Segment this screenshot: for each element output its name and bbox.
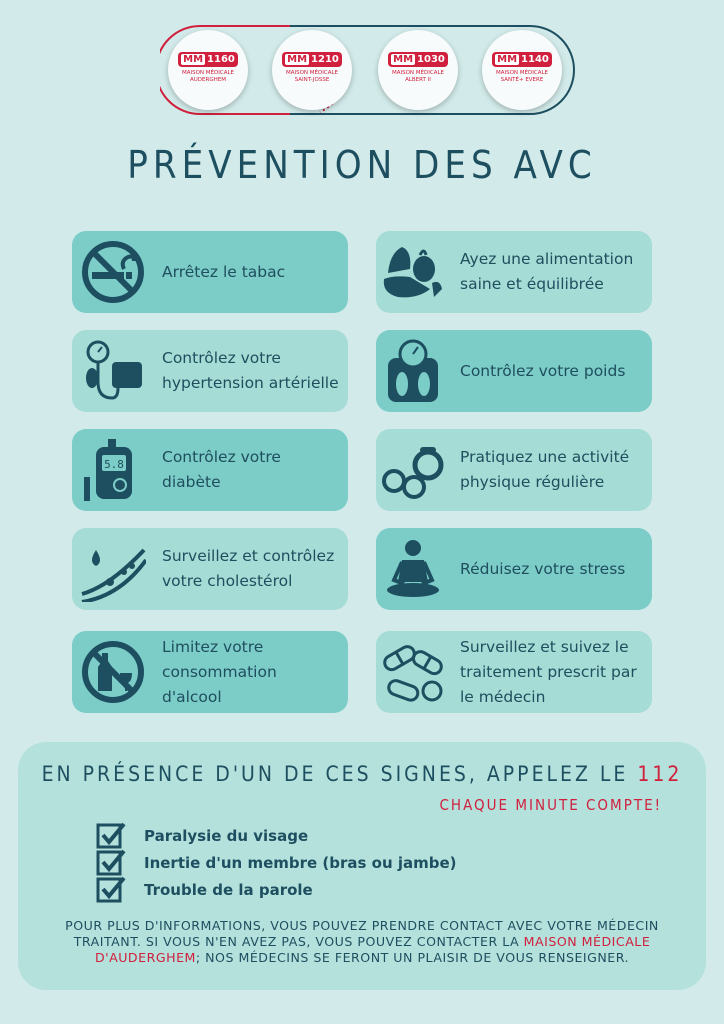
- tip-card-cholesterol: [72, 528, 348, 610]
- dumbbell-icon: [380, 437, 446, 503]
- contact-info: POUR PLUS D'INFORMATIONS, VOUS POUVEZ PRENDRE CONTACT AVEC VOTRE MÉDECIN TRAITANT. SI VOUS N'EN AVEZ PAS, VOUS POUVEZ CONTACTER LA MAISON MÉDICALE D'AUDERGHEM; NOS MÉDECINS SE FERONT UN PLAISIR DE VOUS RENSEIGNER.: [65, 918, 659, 965]
- artery-icon: [80, 536, 146, 602]
- meditation-icon: [380, 536, 446, 602]
- sign-item: Paralysie du visage: [96, 822, 308, 850]
- logo-evere: MM 1140 MAISON MÉDICALE SANTÉ+ EVERE: [482, 30, 562, 110]
- logo-auderghem: MM 1160 MAISON MÉDICALE AUDERGHEM: [168, 30, 248, 110]
- alert-subtitle: CHAQUE MINUTE COMPTE!: [439, 796, 662, 814]
- tip-card-traitement: [376, 631, 652, 713]
- scale-icon: [380, 338, 446, 404]
- glucometer-reading: 5.8: [104, 458, 124, 471]
- emergency-number[interactable]: 112: [637, 762, 683, 786]
- sign-item: Inertie d'un membre (bras ou jambe): [96, 849, 457, 877]
- pills-icon: [380, 639, 446, 705]
- tip-card-poids: [376, 330, 652, 412]
- tip-card-stress: [376, 528, 652, 610]
- page-title: PRÉVENTION DES AVC: [127, 143, 597, 187]
- tip-text: Pratiquez une activité physique régulière: [460, 448, 630, 491]
- partner-logos: [160, 22, 580, 120]
- maison-medicale-link[interactable]: MAISON MÉDICALE D'AUDERGHEM: [94, 934, 651, 965]
- checkbox-check-icon: [96, 875, 128, 905]
- tip-text: Surveillez et suivez le traitement prescrit par le médecin: [460, 637, 637, 706]
- tip-text: Limitez votre consommation d'alcool: [162, 637, 277, 706]
- sign-item: Trouble de la parole: [96, 876, 313, 904]
- vegetables-icon: [380, 239, 446, 305]
- tip-card-diabete: [72, 429, 348, 511]
- tip-text: Ayez une alimentation saine et équilibrée: [460, 250, 634, 293]
- tip-card-alimentation: [376, 231, 652, 313]
- blood-pressure-icon: [80, 338, 146, 404]
- tip-text: Arrêtez le tabac: [162, 262, 286, 281]
- tip-text: Surveillez et contrôlez votre cholestérol: [162, 547, 335, 590]
- no-alcohol-icon: [80, 639, 146, 705]
- tip-card-alcool: [72, 631, 348, 713]
- tip-card-tabac: [72, 231, 348, 313]
- tip-text: Contrôlez votre diabète: [162, 448, 281, 491]
- tip-text: Contrôlez votre hypertension artérielle: [162, 349, 339, 392]
- glucometer-icon: [80, 437, 146, 503]
- alert-title: EN PRÉSENCE D'UN DE CES SIGNES, APPELEZ LE 112: [41, 762, 683, 786]
- no-smoking-icon: [80, 239, 146, 305]
- checkbox-check-icon: [96, 821, 128, 851]
- checkbox-check-icon: [96, 848, 128, 878]
- logo-albert-ii: MM 1030 MAISON MÉDICALE ALBERT II: [378, 30, 458, 110]
- tip-text: Réduisez votre stress: [460, 559, 626, 578]
- tip-card-hypertension: [72, 330, 348, 412]
- tip-card-activite: [376, 429, 652, 511]
- logo-saint-josse: MM 1210 MAISON MÉDICALE SAINT-JOSSE: [272, 30, 352, 110]
- tip-text: Contrôlez votre poids: [460, 361, 626, 380]
